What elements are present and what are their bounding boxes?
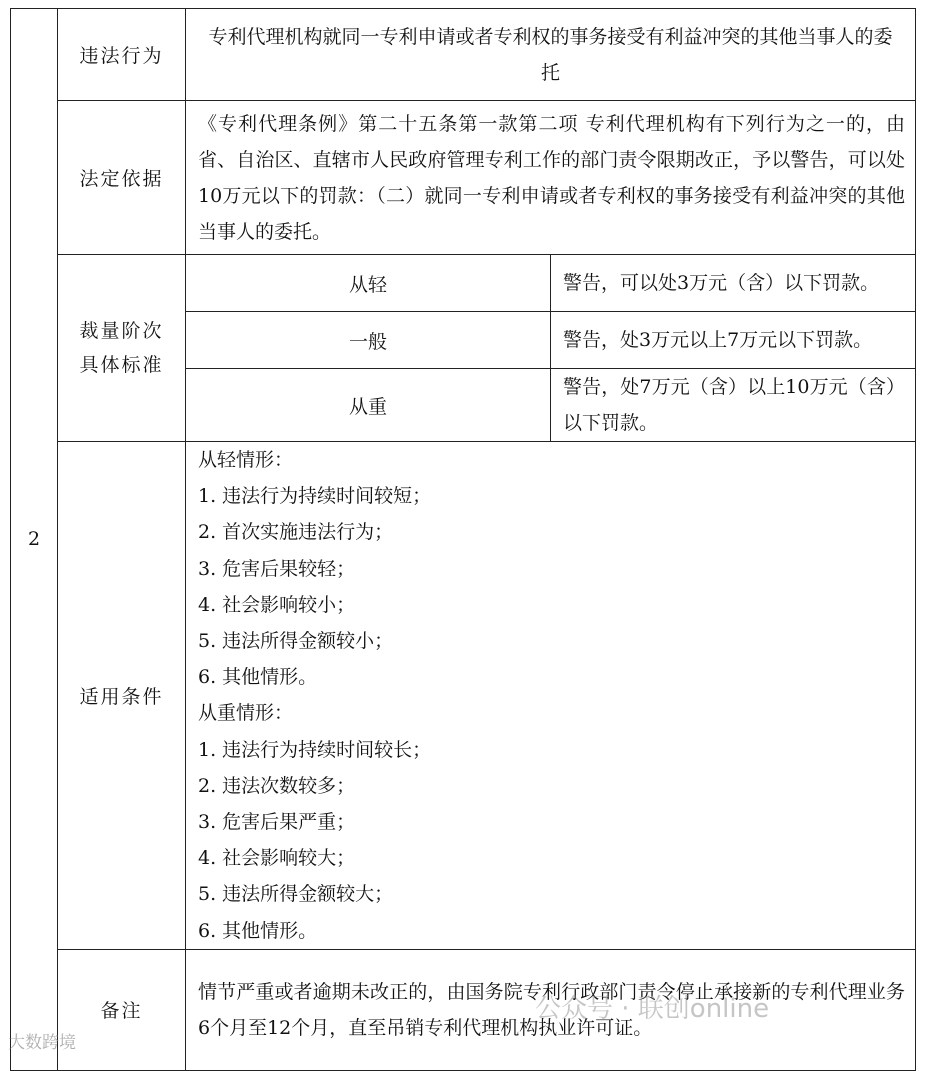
condition-line: 从重情形： [198, 702, 294, 725]
row-number: 2 [11, 9, 58, 1071]
condition-line: 3. 危害后果较轻； [198, 557, 356, 580]
condition-line: 从轻情形： [198, 449, 294, 471]
condition-line: 3. 危害后果严重； [198, 811, 356, 834]
watermark-official-account: 公众号 · 联创online [535, 994, 770, 1024]
remarks-text: 情节严重或者逾期未改正的，由国务院专利行政部门责令停止承接新的专利代理业务6个月至12个月，直至吊销专利代理机构执业许可证。 [186, 949, 916, 1070]
legal-basis-text: 《专利代理条例》第二十五条第一款第二项 专利代理机构有下列行为之一的，由省、自治区、直辖市人民政府管理专利工作的部门责令限期改正，予以警告，可以处10万元以下的罚款：（二）就同一专利申请或者专利权的事务接受有利益冲突的其他当事人的委托。 [186, 101, 916, 255]
condition-line: 6. 其他情形。 [198, 919, 318, 942]
remarks-label: 备注 [58, 949, 186, 1070]
condition-line: 2. 首次实施违法行为； [198, 521, 394, 544]
violation-text: 专利代理机构就同一专利申请或者专利权的事务接受有利益冲突的其他当事人的委托 [186, 9, 916, 101]
conditions-list [186, 442, 916, 950]
legal-basis-label: 法定依据 [58, 101, 186, 255]
level-normal: 一般 [186, 312, 551, 369]
condition-line: 5. 违法所得金额较小； [198, 630, 394, 653]
condition-line: 4. 社会影响较小； [198, 593, 356, 616]
level-light: 从轻 [186, 255, 551, 312]
level-normal-text: 警告，处3万元以上7万元以下罚款。 [551, 312, 916, 369]
violation-label: 违法行为 [58, 9, 186, 101]
watermark-source: 大数跨境 [8, 1033, 76, 1053]
level-light-text: 警告，可以处3万元（含）以下罚款。 [551, 255, 916, 312]
discretion-label: 裁量阶次具体标准 [58, 255, 186, 442]
condition-line: 1. 违法行为持续时间较短； [198, 485, 432, 508]
level-heavy: 从重 [186, 369, 551, 442]
condition-line: 2. 违法次数较多； [198, 774, 356, 797]
condition-line: 4. 社会影响较大； [198, 847, 356, 870]
penalty-table [10, 8, 916, 1071]
level-heavy-text: 警告，处7万元（含）以上10万元（含）以下罚款。 [551, 369, 916, 442]
condition-line: 6. 其他情形。 [198, 666, 318, 689]
conditions-label: 适用条件 [58, 442, 186, 950]
condition-line: 1. 违法行为持续时间较长； [198, 738, 432, 761]
condition-line: 5. 违法所得金额较大； [198, 883, 394, 906]
